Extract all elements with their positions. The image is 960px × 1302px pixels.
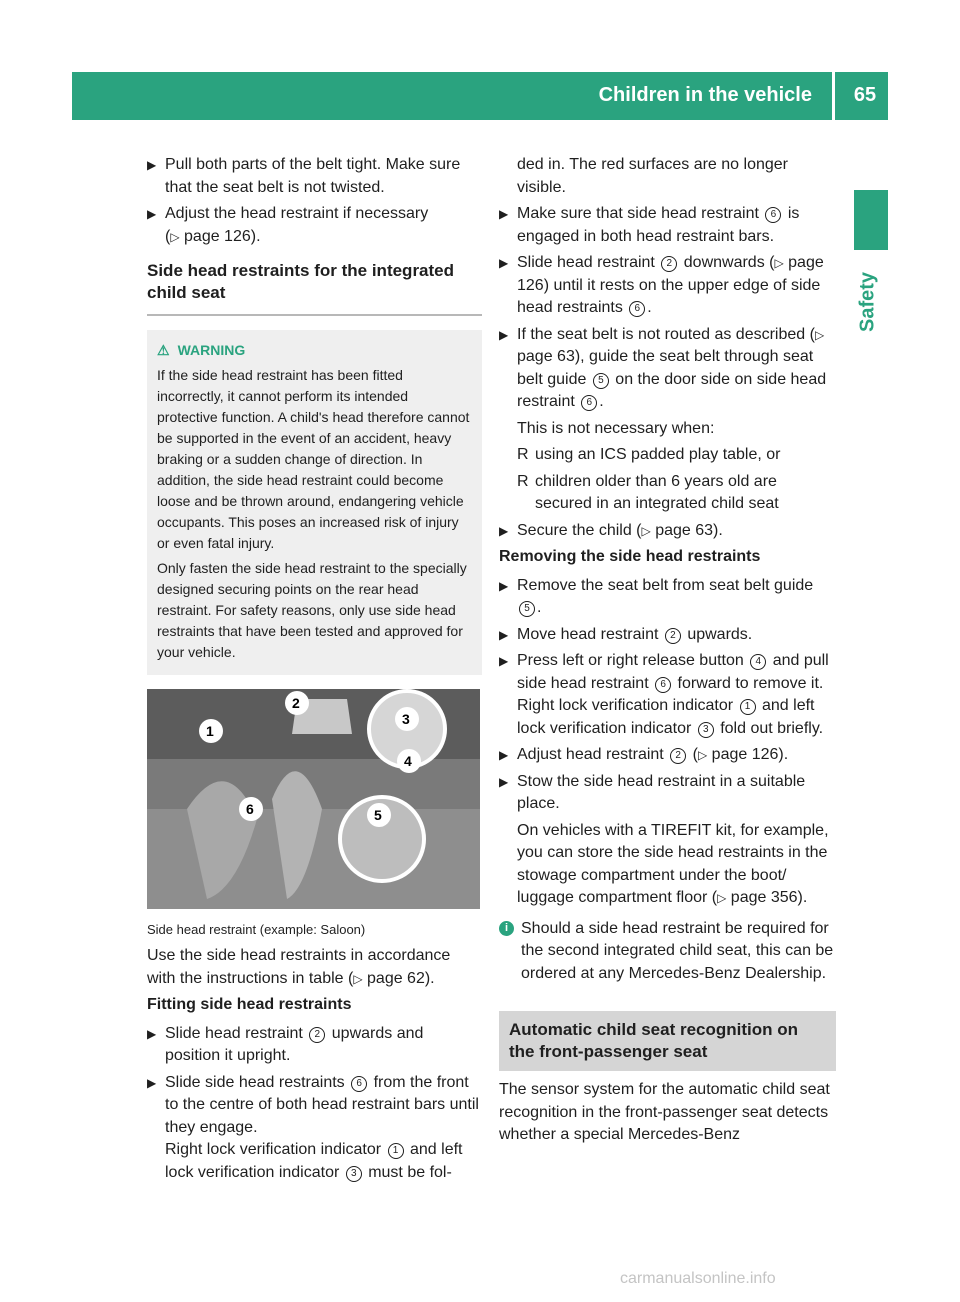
paragraph: Use the side head restraints in accordance with the instructions in table (▷ page 62). <box>147 947 451 987</box>
step: ▶ Pull both parts of the belt tight. Make sure that the seat belt is not twisted. <box>147 156 461 196</box>
info-icon: i <box>499 921 514 936</box>
step: ▶ Secure the child (▷ page 63). <box>499 521 723 539</box>
svg-text:6: 6 <box>246 801 254 817</box>
step: ▶ Slide head restraint 2 downwards (▷ page 126) until it rests on the upper edge of side head restraints 6 . <box>499 254 824 316</box>
step: ▶ Slide side head restraints 6 from the front to the centre of both head restraint bars until they engage. Right lock verification indicator 1 and left lock verification indicator 3 must be fol- <box>147 1073 479 1181</box>
left-column <box>147 154 482 1188</box>
header-separator <box>832 72 835 120</box>
step: ▶ Remove the seat belt from seat belt guide 5 . <box>499 576 814 616</box>
step: ▶ Adjust head restraint 2 (▷ page 126). <box>499 746 789 763</box>
subheading: Removing the side head restraints <box>499 548 761 565</box>
divider <box>147 314 482 316</box>
info-note: i Should a side head restraint be required for the second integrated child seat, this can be ordered at any Mercedes-Benz Dealership. <box>499 918 836 986</box>
paragraph: The sensor system for the automatic child seat recognition in the front-passenger seat detects whether a special Mercedes-Benz <box>499 1081 830 1143</box>
right-column <box>499 154 836 1151</box>
svg-text:5: 5 <box>374 807 382 823</box>
warning-box <box>147 330 482 675</box>
step: ▶ Stow the side head restraint in a suitable place. <box>499 772 806 812</box>
warning-title: ⚠ WARNING <box>157 342 246 358</box>
svg-text:2: 2 <box>292 695 300 711</box>
list-item: R children older than 6 years old are secured in an integrated child seat <box>517 472 779 512</box>
watermark: carmanualsonline.info <box>620 1270 776 1287</box>
svg-text:1: 1 <box>206 723 214 739</box>
page-number: 65 <box>853 84 877 106</box>
paragraph: On vehicles with a TIREFIT kit, for example, you can store the side head restraints in the stowage compartment under the boot/ luggage compartment floor (▷ page 356). <box>517 821 829 906</box>
step: ▶ Adjust the head restraint if necessary (▷ page 126). <box>147 205 429 245</box>
paragraph: ded in. The red surfaces are no longer visible. <box>517 156 788 196</box>
step: ▶ Press left or right release button 4 and pull side head restraint 6 forward to remove it. Right lock verification indicator 1 and left lock verification indicator 3 fold out briefly. <box>499 652 829 737</box>
step: ▶ Make sure that side head restraint 6 is engaged in both head restraint bars. <box>499 205 800 245</box>
page-title: Children in the vehicle <box>598 84 812 106</box>
section-heading-box: Automatic child seat recognition on the front-passenger seat <box>499 1011 836 1071</box>
step: ▶ Slide head restraint 2 upwards and position it upright. <box>147 1024 424 1064</box>
side-tab-block <box>854 190 888 250</box>
section-heading: Side head restraints for the integrated child seat <box>147 261 455 302</box>
warning-icon: ⚠ <box>157 342 170 358</box>
paragraph: This is not necessary when: <box>517 419 715 437</box>
warning-text: Only fasten the side head restraint to the specially designed securing points on the rear head restraint. For safety reasons, only use side head restraints that have been tested and approved for your vehicle. <box>157 560 467 660</box>
svg-text:4: 4 <box>404 753 412 769</box>
subheading: Fitting side head restraints <box>147 996 352 1013</box>
list-item: R using an ICS padded play table, or <box>517 446 781 463</box>
svg-text:3: 3 <box>402 711 410 727</box>
figure-caption: Side head restraint (example: Saloon) <box>147 922 366 937</box>
step: ▶ Move head restraint 2 upwards. <box>499 625 753 643</box>
warning-text: If the side head restraint has been fitted incorrectly, it cannot perform its intended protective function. A child's head therefore cannot be supported in the event of an accident, heavy braking or a sudden change of direction. In addition, the side head restraint could become loose and be thrown around, endangering vehicle occupants. This poses an increased risk of injury or even fatal injury. <box>157 367 470 551</box>
head-restraint-figure <box>147 689 480 909</box>
step: ▶ If the seat belt is not routed as described (▷ page 63), guide the seat belt through seat belt guide 5 on the door side on side head restraint 6 . <box>499 325 827 410</box>
side-tab-label: Safety <box>856 271 879 333</box>
